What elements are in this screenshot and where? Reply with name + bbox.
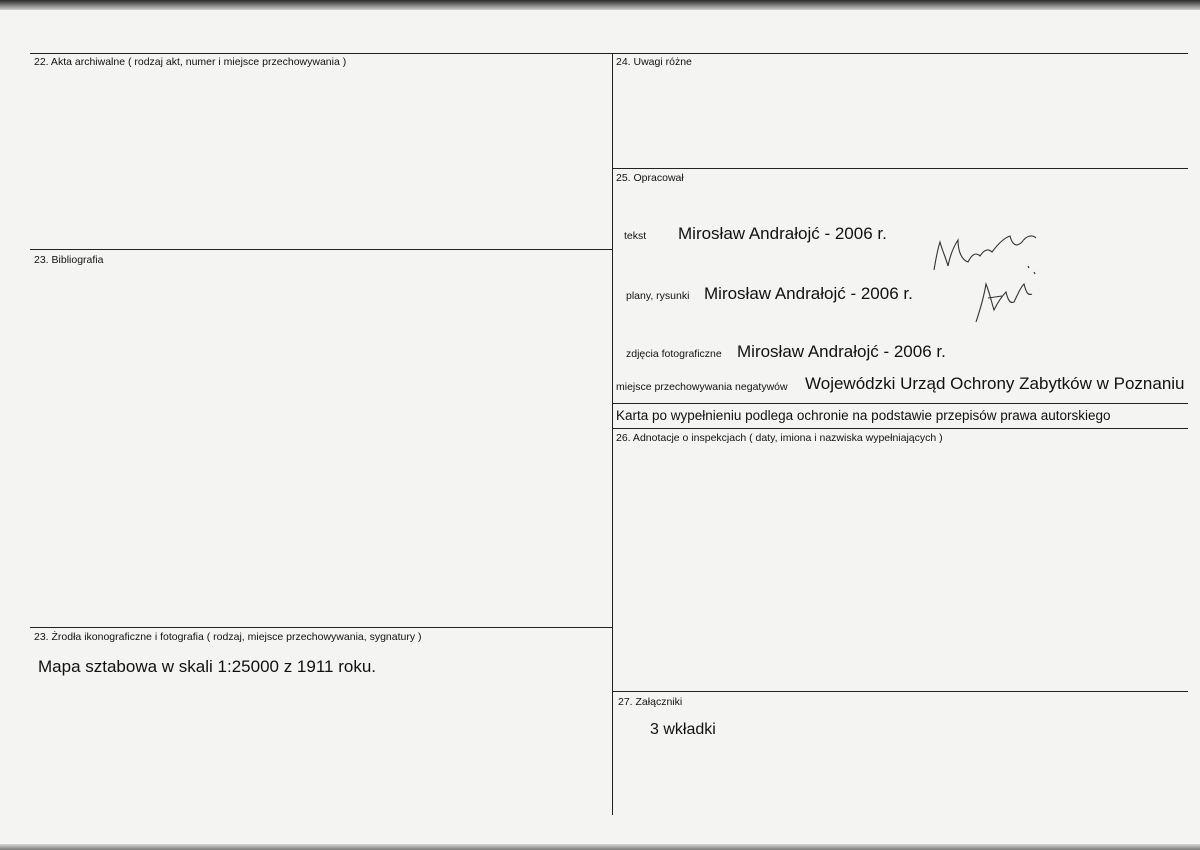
tekst-label: tekst [624, 230, 647, 242]
section-26-header: 26. Adnotacje o inspekcjach ( daty, imiona i nazwiska wypełniających ) [616, 432, 943, 444]
plany-value: Mirosław Andrałojć - 2006 r. [704, 284, 913, 303]
copyright-note: Karta po wypełnieniu podlega ochronie na podstawie przepisów prawa autorskiego [616, 408, 1111, 423]
section-23-bibliografia-header: 23. Bibliografia [34, 254, 104, 266]
scan-edge-bottom [0, 844, 1200, 850]
rule-top [30, 53, 1188, 54]
plany-label: plany, rysunki [626, 290, 690, 302]
zdjecia-label: zdjęcia fotograficzne [626, 348, 722, 360]
zdjecia-value: Mirosław Andrałojć - 2006 r. [737, 342, 946, 361]
rule-right-zalaczniki [612, 691, 1188, 692]
section-23-zrodla-header: 23. Żrodła ikonograficzne i fotografia ( rodzaj, miejsce przechowywania, sygnatury ) [34, 631, 422, 643]
section-25-header: 25. Opracował [616, 172, 684, 184]
miejsce-value: Wojewódzki Urząd Ochrony Zabytków w Poznaniu [805, 374, 1185, 393]
rule-right-opracowal [612, 168, 1188, 169]
handwritten-signature [928, 222, 1040, 332]
rule-left-zrodla [30, 627, 612, 628]
rule-left-bibliografia [30, 249, 612, 250]
section-23-zrodla-value: Mapa sztabowa w skali 1:25000 z 1911 roku. [38, 657, 376, 676]
rule-right-adnotacje [612, 428, 1188, 429]
section-27-header: 27. Załączniki [618, 696, 683, 708]
section-22-header: 22. Akta archiwalne ( rodzaj akt, numer i miejsce przechowywania ) [34, 56, 347, 68]
section-24-header: 24. Uwagi różne [616, 56, 692, 68]
tekst-value: Mirosław Andrałojć - 2006 r. [678, 224, 887, 243]
rule-right-karta [612, 403, 1188, 404]
scan-edge-top [0, 0, 1200, 10]
section-27-value: 3 wkładki [650, 721, 716, 738]
miejsce-label: miejsce przechowywania negatywów [616, 381, 788, 393]
